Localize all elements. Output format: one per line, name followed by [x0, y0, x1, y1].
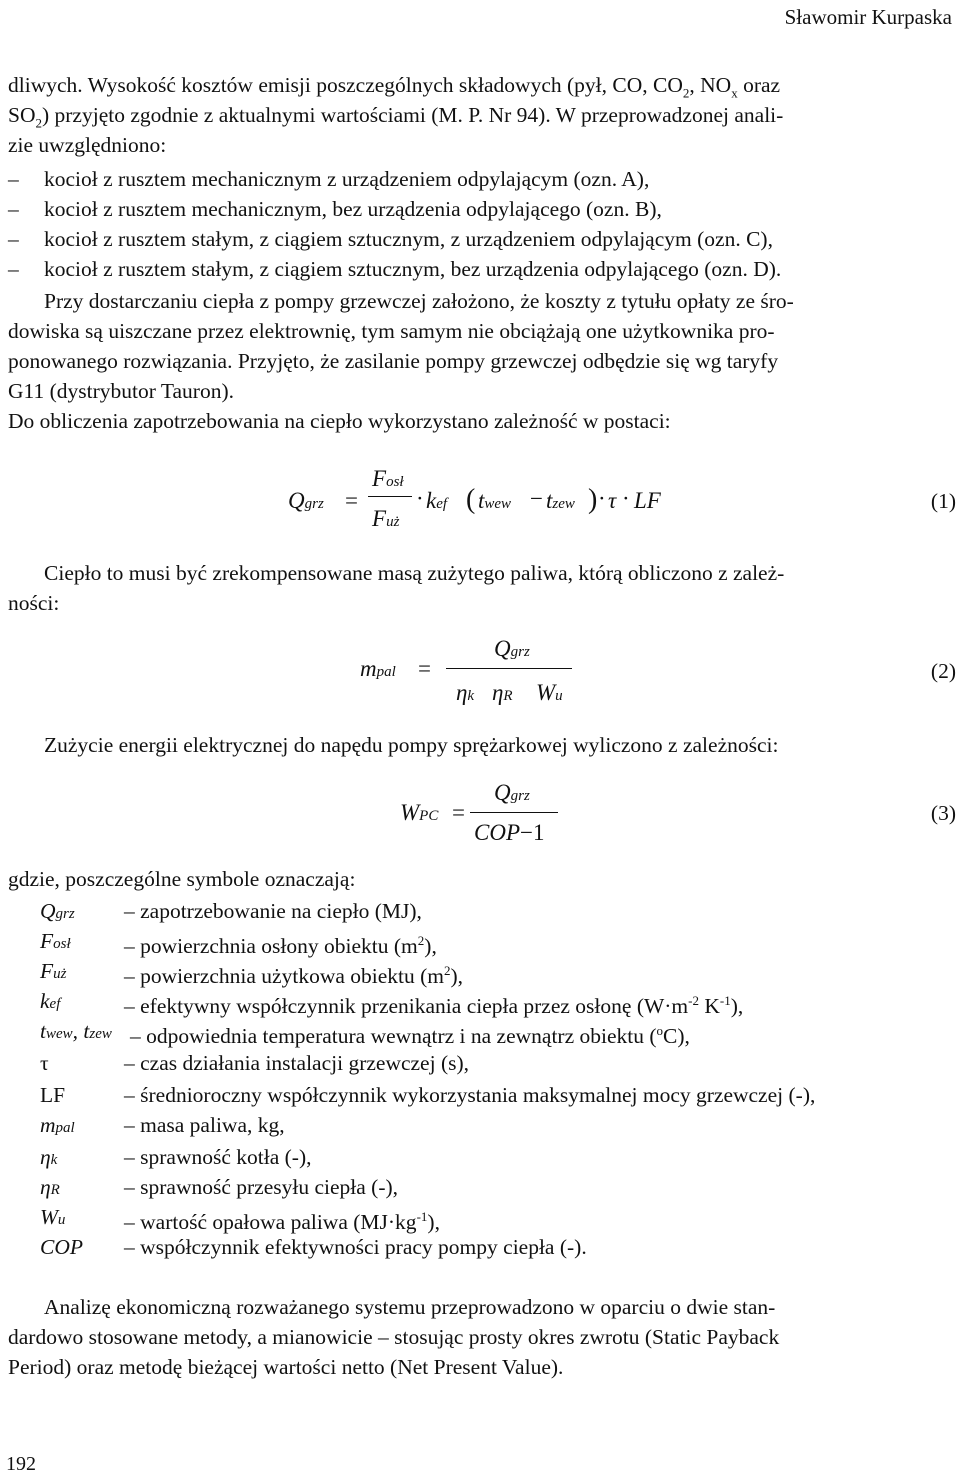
para1-line-3: ponowanego rozwiązania. Przyjęto, że zasilanie pompy grzewczej odbędzie się wg taryfy — [8, 349, 779, 373]
para6-line-2: dardowo stosowane metody, a mianowicie – stosując prosty okres zwrotu (Static Payback — [8, 1325, 780, 1349]
def-text: – średnioroczny współczynnik wykorzystania maksymalnej mocy grzewczej (-), — [124, 1083, 816, 1107]
fraction-bar — [470, 812, 558, 813]
def-symbol: kef — [40, 989, 61, 1013]
equation-number-2: (2) — [930, 659, 956, 683]
def-text: – wartość opałowa paliwa $(MJ\cdot kg^{-1})$, — [124, 1209, 440, 1235]
def-text: – zapotrzebowanie na ciepło (MJ), — [124, 899, 422, 923]
equation-number-1: (1) — [930, 489, 956, 513]
def-text: – współczynnik efektywności pracy pompy ciepła (-). — [124, 1235, 587, 1259]
equation-number-3: (3) — [930, 801, 956, 825]
list-dash: – — [8, 257, 19, 281]
para3-line-1: Ciepło to musi być zrekompensowane masą zużytego paliwa, którą obliczono z zależ- — [44, 561, 785, 585]
def-text: – powierzchnia osłony obiektu $(m^2)$, — [124, 933, 437, 959]
def-text: – odpowiednia temperatura wewnątrz i na zewnątrz obiektu ($^o$C), — [130, 1023, 690, 1049]
list-item: kocioł z rusztem stałym, z ciągiem sztucznym, bez urządzenia odpylającego (ozn. D). — [44, 257, 782, 281]
para6-line-1: Analizę ekonomiczną rozważanego systemu przeprowadzono w oparciu o dwie stan- — [44, 1295, 776, 1319]
para4: Zużycie energii elektrycznej do napędu pompy sprężarkowej wyliczono z zależności: — [44, 733, 779, 757]
para1-line-4: G11 (dystrybutor Tauron). — [8, 379, 235, 403]
def-text: – powierzchnia użytkowa obiektu $(m^2)$, — [124, 963, 464, 989]
list-dash: – — [8, 227, 19, 251]
def-text: – sprawność przesyłu ciepła (-), — [124, 1175, 399, 1199]
def-symbol: Wu — [40, 1205, 66, 1229]
para3-line-2: ności: — [8, 591, 60, 615]
fraction-bar — [446, 668, 572, 669]
para5: gdzie, poszczególne symbole oznaczają: — [8, 867, 356, 891]
def-symbol: τ — [40, 1051, 49, 1075]
page-number: 192 — [6, 1453, 36, 1475]
list-dash: – — [8, 167, 19, 191]
def-symbol: Fuż — [40, 959, 67, 983]
list-item: kocioł z rusztem mechanicznym z urządzeniem odpylającym (ozn. A), — [44, 167, 650, 191]
list-item: kocioł z rusztem stałym, z ciągiem sztucznym, z urządzeniem odpylającym (ozn. C), — [44, 227, 773, 251]
def-text: – czas działania instalacji grzewczej (s), — [124, 1051, 470, 1075]
def-symbol: twew, tzew — [40, 1019, 112, 1043]
para2: Do obliczenia zapotrzebowania na ciepło wykorzystano zależność w postaci: — [8, 409, 671, 433]
def-text: – masa paliwa, kg, — [124, 1113, 285, 1137]
list-dash: – — [8, 197, 19, 221]
para6-line-3: Period) oraz metodę bieżącej wartości netto (Net Present Value). — [8, 1355, 564, 1379]
fraction-bar — [368, 496, 412, 497]
def-symbol: ηR — [40, 1175, 60, 1199]
def-symbol: mpal — [40, 1113, 75, 1137]
running-header-author: Sławomir Kurpaska — [784, 5, 952, 29]
intro-line-3: zie uwzględniono: — [8, 133, 167, 157]
list-item: kocioł z rusztem mechanicznym, bez urządzenia odpylającego (ozn. B), — [44, 197, 662, 221]
intro-line-1: dliwych. Wysokość kosztów emisji poszczególnych składowych (pył, CO, $CO_2$, $NO_x$ oraz — [8, 73, 781, 101]
para1-line-1: Przy dostarczaniu ciepła z pompy grzewczej założono, że koszty z tytułu opłaty ze śro- — [44, 289, 794, 313]
intro-line-2: $SO_2$) przyjęto zgodnie z aktualnymi wartościami (M. P. Nr 94). W przeprowadzonej anali- — [8, 103, 784, 131]
def-symbol: COP — [40, 1235, 83, 1259]
def-text: – sprawność kotła (-), — [124, 1145, 312, 1169]
def-text: – efektywny współczynnik przenikania ciepła przez osłonę ($W\cdot m^{-2}$ $K^{-1}$), — [124, 993, 744, 1019]
def-symbol: ηk — [40, 1145, 58, 1169]
def-symbol: Fosł — [40, 929, 71, 953]
para1-line-2: dowiska są uiszczane przez elektrownię, tym samym nie obciążają one użytkownika pro- — [8, 319, 775, 343]
def-symbol: LF — [40, 1083, 66, 1107]
def-symbol: Qgrz — [40, 899, 75, 923]
